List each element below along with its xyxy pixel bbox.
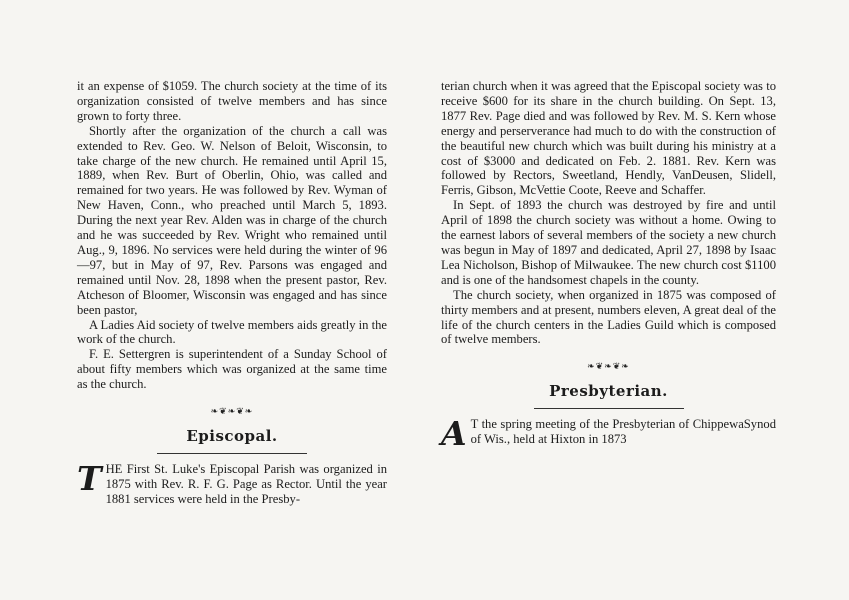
ornament-divider: ❧❦❧❦❧ bbox=[587, 361, 630, 372]
drop-cap: A bbox=[441, 414, 467, 454]
paragraph: terian church when it was agreed that the Episcopal society was to receive $600 for its share in the church building. On Sept. 13, 1877 Rev. Page died and was followed by Rev. M. S. Kern whose energy and perserverance had much to do with the construction of the beautiful new church which was built during his ministry at a cost of $3000 and dedicated on Feb. 2. 1881. Rev. Kern was followed by Rectors, Sweetland, Hendly, VanDeusen, Slidell, Ferris, Gibson, McVettie Coote, Reeve and Schaffer. bbox=[441, 79, 776, 198]
paragraph: A Ladies Aid society of twelve members aids greatly in the work of the church. bbox=[77, 317, 387, 347]
paragraph: In Sept. of 1893 the church was destroyed by fire and until April of 1898 the church society was without a home. Owing to the earnest labors of several members of the society a new church was begun in May of 1897 and dedicated, April 27, 1898 by Isaac Lea Nicholson, Bishop of Milwaukee. The new church cost $1100 and is one of the handsomest chapels in the county. bbox=[441, 198, 776, 287]
paragraph: Shortly after the organization of the church a call was extended to Rev. Geo. W. Nelson of Beloit, Wisconsin, to take charge of the new church. He remained until April 15, 1889, when Rev. Burt of Oberlin, Ohio, was called and remained for two years. He was followed by Rev. Wyman of New Haven, Conn., who preached until March 5, 1893. During the next year Rev. Alden was in charge of the church and he was succeeded by Rev. Wright who remained until Aug., 9, 1896. No services were held during the winter of 96—97, but in May of 97, Rev. Parsons was engaged and remained until Nov. 28, 1898 when the present pastor, Rev. Atcheson of Bloomer, Wisconsin was engaged and has since been pastor, bbox=[77, 123, 387, 317]
paragraph: it an expense of $1059. The church society at the time of its organization consisted of twelve members and has since grown to forty three. bbox=[77, 79, 387, 123]
ornament-divider: ❧❦❧❦❧ bbox=[210, 406, 254, 417]
section-text: T the spring meeting of the Presbyterian of ChippewaSynod of Wis., held at Hixton in 1873 bbox=[470, 417, 776, 447]
heading-rule bbox=[534, 408, 684, 409]
paragraph: The church society, when organized in 1875 was composed of thirty members and at present, numbers eleven, A great deal of the life of the church centers in the Ladies Guild which is composed of twelve members. bbox=[441, 287, 776, 347]
section-paragraph bbox=[441, 414, 776, 454]
section-heading-episcopal: Episcopal. bbox=[186, 426, 278, 445]
drop-cap: T bbox=[77, 458, 102, 498]
section-text: HE First St. Luke's Episcopal Parish was organized in 1875 with Rev. R. F. G. Page as Rector. Until the year 1881 services were held in the Presby- bbox=[105, 461, 387, 506]
section-paragraph bbox=[77, 458, 387, 507]
right-column bbox=[441, 79, 776, 454]
section-heading-presbyterian: Presbyterian. bbox=[549, 382, 668, 401]
paragraph: F. E. Settergren is superintendent of a Sunday School of about fifty members which was organized at the same time as the church. bbox=[77, 347, 387, 392]
left-column bbox=[77, 79, 387, 507]
heading-rule bbox=[157, 453, 307, 454]
